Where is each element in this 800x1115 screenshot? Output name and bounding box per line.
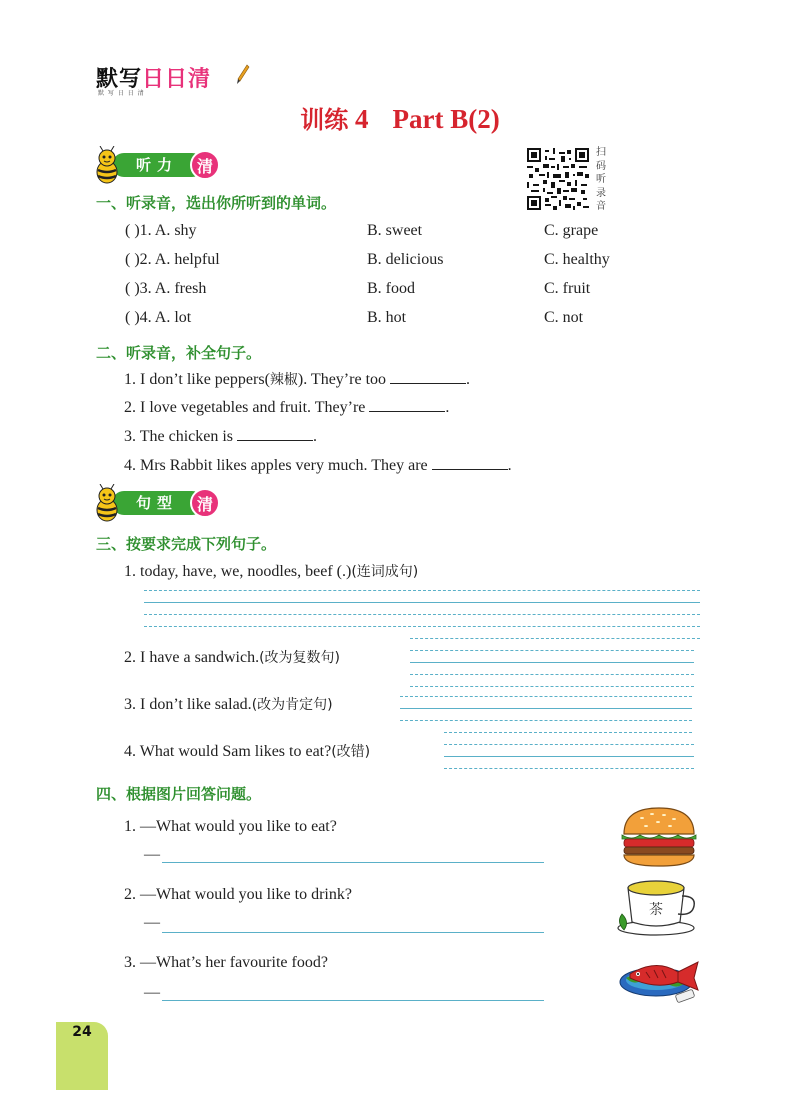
answer-dash: — bbox=[144, 846, 160, 863]
answer-line[interactable] bbox=[162, 862, 544, 863]
question-text: 3. —What’s her favourite food? bbox=[124, 954, 328, 971]
page-number: 24 bbox=[72, 1024, 92, 1040]
answer-line[interactable] bbox=[162, 1000, 544, 1001]
answer-paren[interactable]: ( ) bbox=[125, 280, 140, 297]
tea-character: 茶 bbox=[649, 902, 663, 918]
option-a: 4. A. lot bbox=[139, 309, 192, 326]
exercise-item: 2. I have a sandwich.(改为复数句) bbox=[124, 649, 340, 666]
section1-heading: 一、听录音，选出你所听到的单词。 bbox=[96, 194, 337, 212]
brand-title: 默写日日清 bbox=[96, 67, 212, 92]
exercise-item: 3. I don’t like salad.(改为肯定句) bbox=[124, 696, 333, 713]
option-a: 1. A. shy bbox=[139, 222, 197, 239]
listening-badge-mark: 清 bbox=[190, 150, 220, 180]
section3-heading: 三、按要求完成下列句子。 bbox=[96, 535, 277, 553]
sentence-badge bbox=[92, 488, 232, 520]
question-row bbox=[125, 222, 197, 240]
brand-logo bbox=[96, 62, 246, 96]
question-text: 1. —What would you like to eat? bbox=[124, 818, 337, 835]
answer-paren[interactable]: ( ) bbox=[125, 251, 140, 268]
section2-heading: 二、听录音，补全句子。 bbox=[96, 344, 262, 362]
listening-badge-label: 听力 bbox=[112, 153, 204, 177]
sentence-badge-label: 句型 bbox=[112, 491, 204, 515]
option-b: B. food bbox=[367, 280, 415, 297]
option-a: 2. A. helpful bbox=[139, 251, 220, 268]
bee-mascot-icon bbox=[92, 484, 122, 524]
sentence-item: 1. I don’t like peppers(辣椒). They’re too . bbox=[124, 371, 471, 388]
option-c: C. fruit bbox=[544, 280, 591, 297]
answer-blank[interactable] bbox=[369, 398, 445, 412]
answer-dash: — bbox=[144, 984, 160, 1001]
sentence-item: 4. Mrs Rabbit likes apples very much. They are . bbox=[124, 457, 512, 474]
exercise-item: 4. What would Sam likes to eat?(改错) bbox=[124, 743, 371, 760]
sentence-item: 2. I love vegetables and fruit. They’re . bbox=[124, 399, 450, 416]
answer-paren[interactable]: ( ) bbox=[125, 222, 140, 239]
exercise-item: 1. today, have, we, noodles, beef (.)(连词成句) bbox=[124, 563, 419, 580]
answer-paren[interactable]: ( ) bbox=[125, 309, 140, 326]
pen-icon bbox=[236, 64, 250, 86]
tea-cup-icon bbox=[614, 876, 700, 938]
option-b: B. sweet bbox=[367, 222, 423, 239]
answer-dash: — bbox=[144, 914, 160, 931]
hamburger-icon bbox=[618, 804, 700, 870]
qr-caption: 扫码听录音 bbox=[596, 147, 606, 212]
sentence-item: 3. The chicken is . bbox=[124, 428, 318, 445]
option-a: 3. A. fresh bbox=[139, 280, 207, 297]
question-row bbox=[125, 251, 220, 269]
listening-badge bbox=[92, 150, 232, 182]
sentence-badge-mark: 清 bbox=[190, 488, 220, 518]
question-row bbox=[125, 309, 191, 327]
fish-dish-icon bbox=[616, 948, 704, 1006]
option-c: C. not bbox=[544, 309, 584, 326]
bee-mascot-icon bbox=[92, 146, 122, 186]
option-b: B. delicious bbox=[367, 251, 444, 268]
answer-blank[interactable] bbox=[237, 427, 313, 441]
question-row bbox=[125, 280, 206, 298]
section4-heading: 四、根据图片回答问题。 bbox=[96, 785, 262, 803]
qr-code-icon bbox=[527, 148, 589, 210]
lesson-title: 训练 4 Part B(2) bbox=[300, 104, 500, 134]
option-b: B. hot bbox=[367, 309, 407, 326]
brand-subtitle: 默 写 日 日 清 bbox=[98, 90, 145, 97]
option-c: C. healthy bbox=[544, 251, 610, 268]
answer-blank[interactable] bbox=[390, 370, 466, 384]
question-text: 2. —What would you like to drink? bbox=[124, 886, 352, 903]
answer-line[interactable] bbox=[162, 932, 544, 933]
answer-blank[interactable] bbox=[432, 456, 508, 470]
option-c: C. grape bbox=[544, 222, 599, 239]
